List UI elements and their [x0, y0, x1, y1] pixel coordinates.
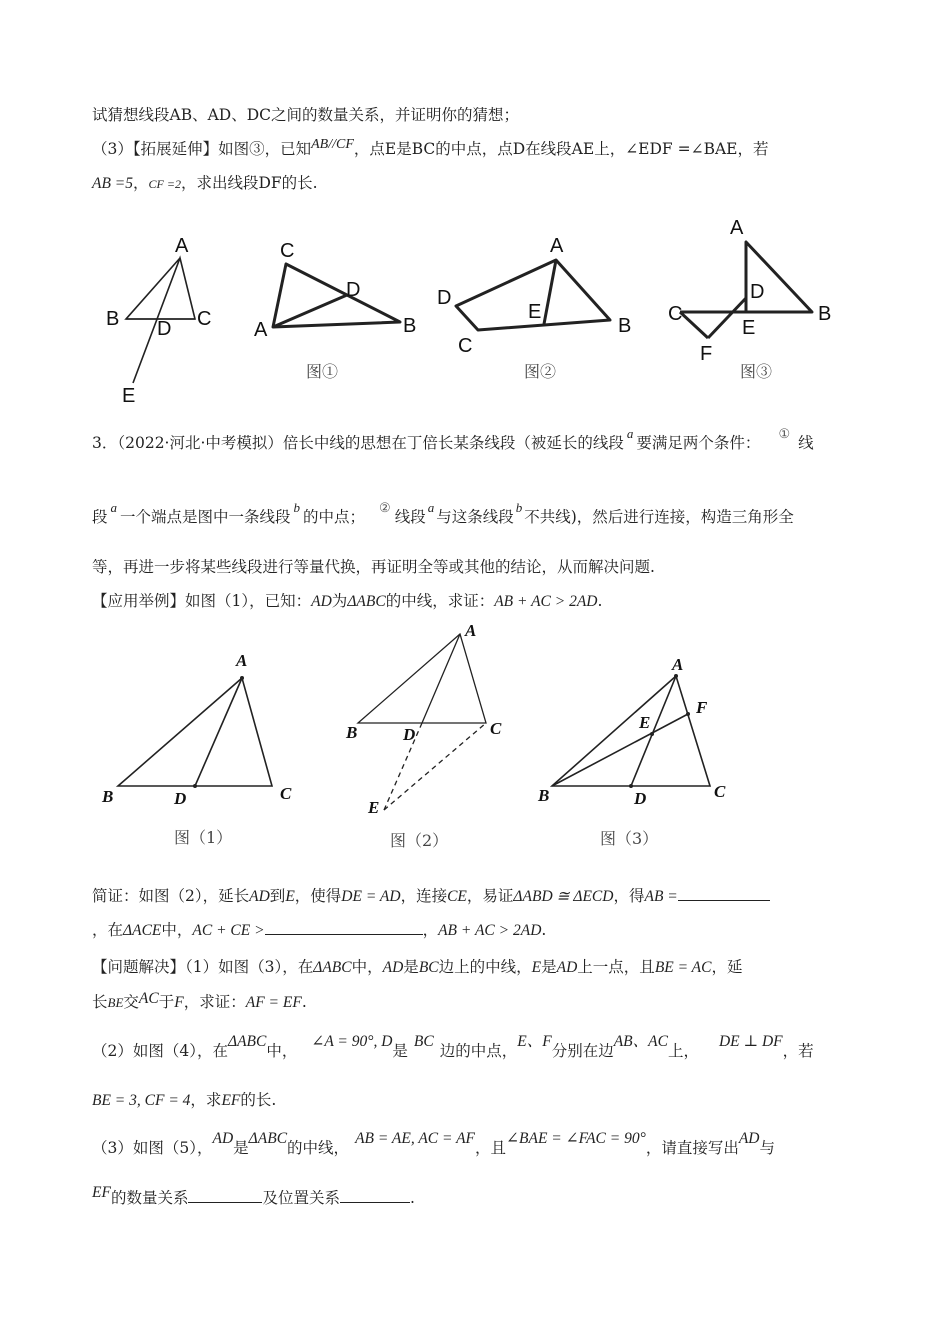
text-segment: . — [301, 993, 307, 1011]
label-A: A — [550, 235, 564, 257]
text-segment: （3）如图（5）， — [92, 1139, 213, 1157]
math-segment: EF — [92, 1184, 111, 1201]
math-segment: E — [285, 888, 295, 905]
math-segment: AB + AC > 2AD — [494, 593, 598, 610]
text-segment: ，得 — [613, 887, 645, 905]
label-D: D — [157, 318, 172, 340]
label-E: E — [742, 317, 756, 339]
text-segment: 上一点，且 — [577, 958, 655, 976]
text-segment: 的长. — [240, 1091, 277, 1109]
text-line-part-2b — [92, 1089, 276, 1112]
math-segment: a — [110, 500, 118, 515]
text-line-solve-1 — [92, 956, 743, 979]
figure-caption: 图（2） — [390, 831, 449, 850]
text-segment: ，易证 — [466, 887, 514, 905]
label-D: D — [346, 279, 361, 301]
text-segment: 上， — [667, 1042, 699, 1060]
answer-blank-3[interactable] — [188, 1186, 262, 1203]
math-segment: AB、AC — [613, 1033, 668, 1050]
text-segment: . — [597, 592, 603, 610]
math-segment: AD — [311, 593, 332, 610]
text-segment: ，求 — [190, 1091, 222, 1109]
text-segment: 交 — [123, 993, 139, 1011]
math-segment: BC — [413, 1033, 434, 1050]
math-segment: b — [293, 500, 301, 515]
math-segment: a — [427, 500, 435, 515]
label-A: A — [672, 655, 684, 674]
text-segment: ， — [422, 921, 439, 939]
math-segment: AB//CF — [311, 137, 354, 152]
answer-blank-1[interactable] — [678, 884, 770, 901]
figure-bottom-2 — [340, 620, 520, 850]
text-segment: （3）【拓展延伸】如图③，已知 — [92, 140, 312, 158]
text-segment: ，求证： — [183, 993, 246, 1011]
text-segment: 不共线)，然后进行连接，构造三角形全 — [524, 508, 794, 526]
math-segment: ΔABC — [248, 1130, 288, 1147]
text-segment: 与这条线段 — [436, 508, 514, 526]
text-segment: ，若 — [782, 1042, 814, 1060]
text-line-solve-2 — [92, 991, 307, 1014]
text-segment: ，在 — [92, 921, 124, 939]
label-E: E — [639, 713, 651, 732]
text-segment: 到 — [269, 887, 286, 905]
math-segment: b — [515, 500, 523, 515]
label-C: C — [280, 240, 295, 262]
math-segment: ∠BAE = ∠FAC = 90° — [506, 1130, 646, 1147]
math-segment: BE — [107, 995, 124, 1010]
text-segment: 要满足两个条件： — [636, 434, 761, 452]
text-segment: 【问题解决】（1）如图（3），在 — [92, 958, 314, 976]
label-D: D — [437, 287, 452, 309]
text-line-3 — [92, 172, 318, 195]
text-segment: ，且 — [475, 1139, 507, 1157]
circled-number: ② — [379, 501, 391, 516]
text-line-q3-3 — [92, 556, 655, 578]
math-segment: E、F — [517, 1033, 552, 1050]
text-segment: 长 — [92, 993, 108, 1011]
math-segment: AC — [138, 990, 159, 1007]
label-F: F — [700, 343, 713, 365]
label-A: A — [175, 235, 189, 257]
label-A: A — [465, 621, 477, 640]
text-line-2 — [92, 138, 768, 162]
text-segment: 边上的中线， — [438, 958, 532, 976]
math-segment: AD — [738, 1130, 760, 1147]
figure-caption: 图（1） — [174, 828, 233, 847]
label-C: C — [197, 308, 212, 330]
figure-top-2 — [432, 228, 642, 384]
text-line-part-3b — [92, 1186, 415, 1210]
label-E: E — [528, 301, 542, 323]
label-C: C — [280, 784, 292, 803]
circled-number: ① — [778, 427, 791, 442]
math-segment: AF = EF — [245, 994, 302, 1011]
text-segment: 简证：如图（2），延长 — [92, 887, 250, 905]
label-B: B — [106, 308, 120, 330]
text-segment: ，点E是BC的中点，点D在线段AE上，∠EDF =∠BAE，若 — [353, 140, 769, 158]
text-line-part-2 — [92, 1033, 814, 1063]
label-D: D — [634, 789, 647, 808]
figure-caption: 图（3） — [600, 829, 659, 848]
math-segment: DE ⊥ DF — [718, 1033, 783, 1050]
text-line-q3-1 — [92, 426, 814, 456]
figure-1-caption: 图① — [306, 362, 339, 381]
figure-2-caption: 图② — [524, 362, 557, 381]
label-D: D — [403, 725, 416, 744]
text-segment: 段 — [92, 508, 108, 526]
text-segment: 边的中点， — [439, 1042, 518, 1060]
label-E: E — [122, 385, 136, 407]
label-B: B — [403, 315, 417, 337]
figure-bottom-1 — [96, 646, 306, 851]
text-segment: 等，再进一步将某些线段进行等量代换，再证明全等或其他的结论，从而解决问题. — [92, 558, 655, 576]
math-segment: BE = 3, CF = 4 — [92, 1092, 191, 1109]
text-segment: ，求出线段DF的长. — [180, 174, 318, 192]
math-segment: BE = AC — [654, 959, 712, 976]
text-segment: 为 — [331, 592, 348, 610]
question-3-intro: 3．（2022·河北·中考模拟）倍长中线的思想在丁倍长某条线段（被延长的线段 — [92, 434, 624, 452]
math-segment: DE = AD — [341, 888, 401, 905]
text-segment: 的中点； — [303, 508, 366, 526]
text-segment: ，使得 — [294, 887, 342, 905]
math-segment: AB =5 — [92, 175, 134, 192]
math-segment: AC + CE > — [192, 922, 265, 939]
text-segment: 分别在边 — [551, 1042, 614, 1060]
text-segment: 一个端点是图中一条线段 — [120, 508, 291, 526]
math-segment: ΔABC — [347, 593, 386, 610]
text-segment: . — [541, 921, 547, 939]
text-segment: 与 — [759, 1139, 776, 1157]
text-line-proof-2 — [92, 918, 546, 942]
figure-3-caption: 图③ — [740, 362, 773, 381]
text-line-proof-1 — [92, 884, 770, 908]
label-C: C — [490, 719, 502, 738]
math-segment: AD — [212, 1130, 234, 1147]
text-segment: ， — [133, 174, 149, 192]
label-C: C — [458, 335, 473, 357]
math-segment: ΔACE — [123, 922, 162, 939]
text-segment: 的数量关系 — [110, 1189, 189, 1207]
math-segment: CE — [447, 888, 467, 905]
text-segment: （2）如图（4），在 — [92, 1042, 228, 1060]
label-F: F — [696, 698, 708, 717]
label-D: D — [750, 281, 765, 303]
text-segment: 中， — [266, 1042, 298, 1060]
text-segment: 是 — [403, 958, 419, 976]
math-segment: AD — [249, 888, 270, 905]
figure-top-3 — [660, 208, 850, 386]
math-segment: AB + AC > 2AD — [438, 922, 542, 939]
label-A: A — [254, 319, 268, 341]
label-E: E — [368, 798, 380, 817]
label-B: B — [346, 723, 358, 742]
label-B: B — [102, 787, 114, 806]
math-segment: E — [531, 959, 542, 976]
figure-top-0 — [100, 232, 220, 407]
text-segment: ，延 — [711, 958, 743, 976]
text-segment: 线段 — [394, 508, 426, 526]
text-segment: ，连接 — [400, 887, 448, 905]
figure-top-1 — [250, 232, 425, 382]
paragraph-guess: 试猜想线段AB、AD、DC之间的数量关系，并证明你的猜想； — [92, 106, 519, 124]
label-A: A — [730, 217, 744, 239]
text-segment: ，请直接写出 — [645, 1139, 739, 1157]
math-segment: F — [174, 994, 184, 1011]
text-segment: 中， — [351, 958, 383, 976]
label-C: C — [714, 782, 726, 801]
text-segment: 是 — [233, 1139, 249, 1157]
label-B: B — [618, 315, 632, 337]
math-segment: ∠A = 90°, D — [311, 1033, 393, 1050]
math-segment: ΔABC — [313, 959, 352, 976]
text-segment: 【应用举例】如图（1），已知： — [92, 592, 312, 610]
label-B: B — [538, 786, 550, 805]
math-segment: a — [626, 426, 634, 441]
text-segment: 中， — [161, 921, 193, 939]
text-segment: 及位置关系 — [262, 1189, 340, 1207]
text-segment: 线 — [798, 434, 814, 452]
label-B: B — [818, 303, 832, 325]
text-segment: 的中线， — [287, 1139, 350, 1157]
text-line-part-3 — [92, 1130, 776, 1160]
math-segment: BC — [418, 959, 439, 976]
text-line-example — [92, 590, 602, 613]
math-segment: AB = AE, AC = AF — [355, 1130, 476, 1147]
math-segment: ΔABC — [227, 1033, 267, 1050]
label-D: D — [174, 789, 187, 808]
math-segment: AD — [382, 959, 404, 976]
math-segment: AB = — [644, 888, 678, 905]
text-segment: . — [409, 1189, 415, 1207]
answer-blank-2[interactable] — [265, 918, 423, 935]
text-segment: 是 — [541, 958, 557, 976]
text-segment: 是 — [392, 1042, 408, 1060]
math-segment: ΔABD ≅ ΔECD — [513, 888, 614, 905]
math-segment: AD — [556, 959, 578, 976]
text-segment: 于 — [158, 993, 175, 1011]
label-C: C — [668, 303, 683, 325]
answer-blank-4[interactable] — [340, 1186, 410, 1203]
text-line-1 — [92, 104, 519, 126]
text-segment: 的中线，求证： — [385, 592, 495, 610]
figure-bottom-3 — [536, 652, 736, 852]
text-line-q3-2 — [92, 500, 794, 530]
math-segment: EF — [221, 1092, 241, 1109]
math-segment: CF =2 — [148, 177, 181, 191]
label-A: A — [236, 651, 248, 670]
